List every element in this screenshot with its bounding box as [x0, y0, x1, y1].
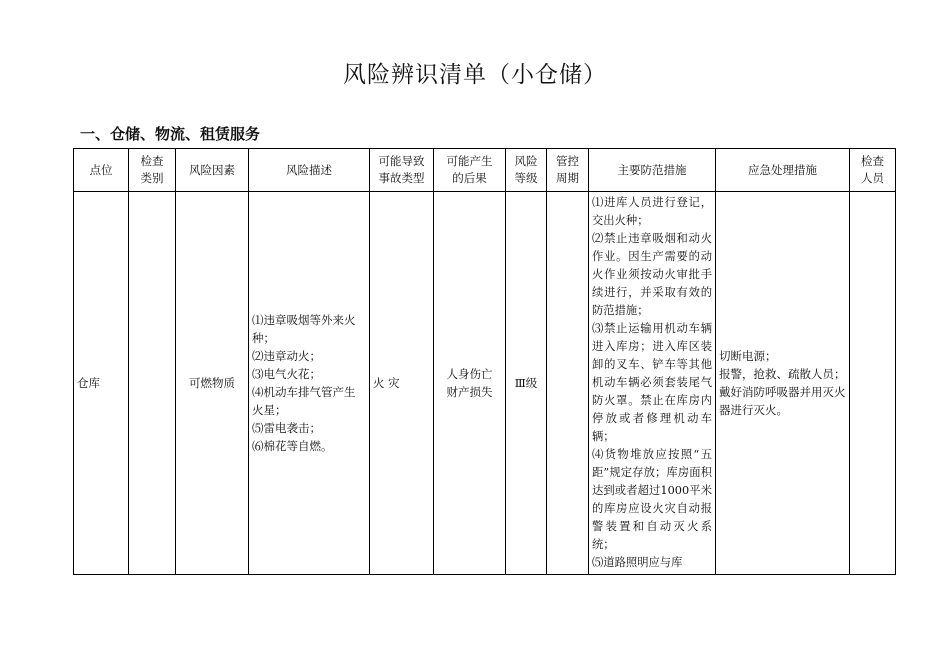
risk-table: [73, 148, 896, 575]
header-location: 点位: [74, 149, 129, 192]
cell-inspector: [850, 192, 896, 575]
cell-prevention: ⑴进库人员进行登记，交出火种； ⑵禁止违章吸烟和动火作业。因生产需要的动火作业须按动火审批手续进行，并采取有效的防范措施； ⑶禁止运输用机动车辆进入库房；进入库区装卸的叉车、铲车等其他机动车辆必须套装尾气防火罩。禁止在库房内停放或者修理机动车辆； ⑷货物堆放应按照“五距”规定存放；库房面积达到或者超过1000平米的库房应设火灾自动报警装置和自动灭火系统； ⑸道路照明应与库: [589, 192, 716, 575]
header-inspector: 检查 人员: [850, 149, 896, 192]
cell-accident-type: 火 灾: [370, 192, 434, 575]
header-emergency: 应急处理措施: [716, 149, 850, 192]
header-risk-description: 风险描述: [249, 149, 370, 192]
header-risk-factor: 风险因素: [176, 149, 249, 192]
header-prevention: 主要防范措施: [589, 149, 716, 192]
header-risk-level: 风险 等级: [506, 149, 547, 192]
header-accident-type: 可能导致 事故类型: [370, 149, 434, 192]
cell-risk-description: ⑴违章吸烟等外来火种； ⑵违章动火； ⑶电气火花； ⑷机动车排气管产生火星； ⑸雷电袭击； ⑹棉花等自燃。: [249, 192, 370, 575]
cell-check-category: [129, 192, 176, 575]
cell-risk-level: Ⅲ级: [506, 192, 547, 575]
cell-emergency: 切断电源； 报警，抢救、疏散人员；戴好消防呼吸器并用灭火器进行灭火。: [716, 192, 850, 575]
table-header-row: [74, 149, 896, 192]
page-title: 风险辨识清单（小仓储）: [343, 62, 607, 88]
section-heading: 一、仓储、物流、租赁服务: [80, 125, 261, 143]
cell-location: 仓库: [74, 192, 129, 575]
cell-control-period: [547, 192, 589, 575]
table-row: [74, 192, 896, 575]
cell-risk-factor: 可燃物质: [176, 192, 249, 575]
cell-consequence: 人身伤亡 财产损失: [434, 192, 506, 575]
header-consequence: 可能产生 的后果: [434, 149, 506, 192]
header-check-category: 检查 类别: [129, 149, 176, 192]
header-control-period: 管控 周期: [547, 149, 589, 192]
